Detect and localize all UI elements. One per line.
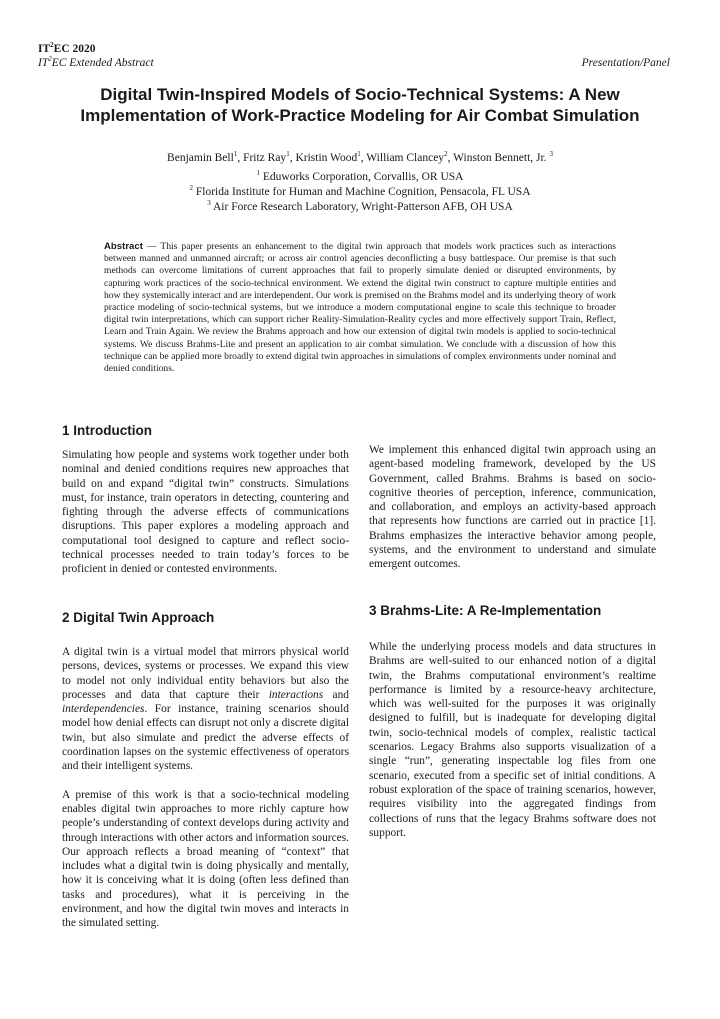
conf-suffix: EC 2020 xyxy=(53,43,96,55)
paragraph: A digital twin is a virtual model that mirrors physical world persons, devices, systems or processes. We expand this view to model not only individual entity behaviors but also the processes and data that capture their interactions and interdependencies. For instance, training scenarios should model how denial effects can disrupt not only a discrete digital twin, but also simulate and predict the adverse effects of coordination lapses on the systemic effectiveness of operators and their intelligent systems. xyxy=(62,646,350,773)
section-heading-brahms-lite: 3 Brahms-Lite: A Re-Implementation xyxy=(369,603,602,618)
running-header-right: Presentation/Panel xyxy=(581,57,670,69)
conference-subtitle xyxy=(38,56,154,70)
paragraph: A premise of this work is that a socio-technical modeling enables digital twin approaches to more richly capture how people’s understanding of context develops during activity and through interactions with other actors and information sources. Our approach reflects a broad meaning of “context” that includes what a digital twin is doing physically and mentally, how it is conceiving what it is doing (often less defined than tasks and procedures), what it is perceiving in the environment, and how the digital twin moves and interacts in the simulated setting. xyxy=(62,788,349,930)
affiliation: $^2$ Florida Institute for Human and Machine Cognition, Pensacola, FL USA xyxy=(189,184,531,198)
affiliation-list xyxy=(40,170,680,215)
paragraph: While the underlying process models and data structures in Brahms are well-suited to our enhanced notion of a digital twin, the Brahms computational environment’s realtime performance is limited by a resource-heavy architecture, which was well-suited for the purposes it was originally designed to fulfill, but is inadequate for developing digital twin, socio-technical models of complex, realistic tactical scenarios. Legacy Brahms also supports visualization of a single “run”, generating inspectable log files from one scenario, executed from a specific set of initial conditions. A robust exploration of the space of training scenarios, however, requires visibility into the aggregated findings from collections of runs that the legacy Brahms software does not support. xyxy=(369,641,656,839)
conference-name xyxy=(38,42,154,56)
author: Fritz Ray$^1$, xyxy=(243,150,296,164)
affiliation: $^1$ Eduworks Corporation, Corvallis, OR USA xyxy=(256,169,464,183)
sub-sup: 2 xyxy=(48,55,52,64)
paragraph: Simulating how people and systems work together under both nominal and denied conditions requires new approaches that build on and expand “digital twin” constructs. Simulations must, for instance, train operators in detecting, countering and fighting through the adverse effects of communications disruptions. This paper explores a modeling approach and computational tool designed to capture and reflect socio-technical processes needed to train today’s forces to be proficient in denied or contested environments. xyxy=(62,449,349,576)
brahms-lite-body xyxy=(369,640,656,840)
running-header-left xyxy=(38,42,154,70)
abstract-label: Abstract xyxy=(104,241,143,252)
sub-prefix: IT xyxy=(38,57,49,69)
author: Kristin Wood$^1$, xyxy=(295,150,367,164)
paragraph: We implement this enhanced digital twin approach using an agent-based modeling framework, developed by the US Government, called Brahms. Brahms is based on socio-cognitive theories of perception, inference, communication, and collaboration, and employs an activity-based approach that represents how functions are carried out in practice [1]. Brahms emphasizes the interactive behavior among people, systems, and the environment to understand and simulate emergent outcomes. xyxy=(369,444,656,571)
author: Winston Bennett, Jr. $^3$ xyxy=(453,150,553,164)
author: Benjamin Bell$^1$, xyxy=(167,150,244,164)
abstract-text: — This paper presents an enhancement to the digital twin approach that models work practices such as interactions between manned and unmanned aircraft; or across air control agencies deconflicting a busy battlespace. Our premise is that such methods can overcome limitations of current approaches that fail to properly simulate denied or disrupted environments, by capturing work practices of the socio-technical environment. We extend the digital twin construct to capture multiple entities and how they systemically interact and are interdependent. Our work is premised on the Brahms model and its underlying theory of work practice modeling of socio-technical systems, but we introduce a modern computational engine to scale this technique to broader digital twin interpretations, which can support richer Reality-Simulation-Reality cycles and more effectively support Train, Reflect, Learn and Train Again. We review the Brahms approach and how our extension of digital twin models is applied to socio-technical systems. We discuss Brahms-Lite and present an application to air combat simulation. We conclude with a discussion of how this technique can be applied more broadly to extend digital twin approaches in simulations of complex environments under nominal and denied conditions. xyxy=(104,241,616,375)
introduction-body xyxy=(62,448,349,577)
affiliation: $^3$ Air Force Research Laboratory, Wright-Patterson AFB, OH USA xyxy=(207,199,513,213)
conf-prefix: IT xyxy=(38,43,51,55)
paper-title: Digital Twin-Inspired Models of Socio-Technical Systems: A New Implementation of Work-Practice Modeling for Air Combat Simulation xyxy=(80,85,640,125)
section-heading-introduction: 1 Introduction xyxy=(62,423,152,438)
sub-suffix: EC Extended Abstract xyxy=(51,57,154,69)
conf-sup: 2 xyxy=(50,41,54,50)
abstract xyxy=(104,241,616,375)
author: William Clancey$^2$, xyxy=(366,150,454,164)
author-list xyxy=(40,151,680,165)
right-column-intro xyxy=(369,443,656,572)
digital-twin-body xyxy=(62,645,349,931)
section-heading-digital-twin: 2 Digital Twin Approach xyxy=(62,610,215,625)
